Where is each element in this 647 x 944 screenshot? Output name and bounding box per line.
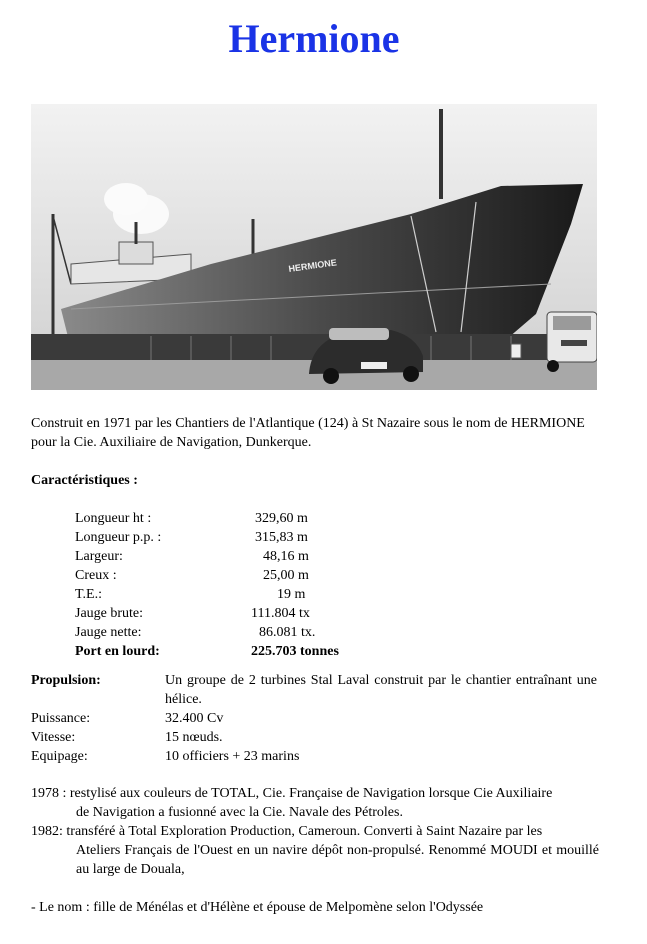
spec-value: 111.804 tx xyxy=(251,606,310,621)
spec-row xyxy=(75,547,365,566)
ship-photo xyxy=(31,104,597,390)
detail-value: 10 officiers + 23 marins xyxy=(165,749,300,764)
spec-value: 25,00 m xyxy=(263,568,309,583)
history-continuation: Ateliers Français de l'Ouest en un navire dépôt non-propulsé. Renommé MOUDI et mouillé au large de Douala, xyxy=(76,843,599,877)
detail-row xyxy=(31,747,601,766)
detail-value: 15 nœuds. xyxy=(165,730,223,745)
spec-row xyxy=(75,528,365,547)
characteristics-heading: Caractéristiques : xyxy=(31,473,138,488)
spec-label: Jauge brute: xyxy=(75,606,144,621)
detail-label: Vitesse: xyxy=(31,730,76,745)
detail-row xyxy=(31,728,601,747)
spec-value: 225.703 tonnes xyxy=(251,644,339,659)
spec-label: Longueur ht : xyxy=(75,511,152,526)
spec-label: Creux : xyxy=(75,568,117,583)
detail-value: 32.400 Cv xyxy=(165,711,224,726)
detail-label: Puissance: xyxy=(31,711,91,726)
page-title: Hermione xyxy=(228,16,400,61)
history-continuation: de Navigation a fusionné avec la Cie. Navale des Pétroles. xyxy=(76,805,403,820)
propulsion-label: Propulsion: xyxy=(31,673,101,688)
propulsion-value: Un groupe de 2 turbines Stal Laval construit par le chantier entraînant une hélice. xyxy=(165,673,597,707)
history-entry xyxy=(31,822,599,879)
spec-value: 19 m xyxy=(277,587,306,602)
spec-value: 329,60 m xyxy=(255,511,308,526)
spec-row xyxy=(75,604,365,623)
spec-row xyxy=(75,623,365,642)
spec-label: Port en lourd: xyxy=(75,644,160,659)
spec-label: Longueur p.p. : xyxy=(75,530,162,545)
characteristics-table xyxy=(75,509,365,661)
spec-row xyxy=(75,509,365,528)
spec-label: Largeur: xyxy=(75,549,123,564)
name-note: - Le nom : fille de Ménélas et d'Hélène et épouse de Melpomène selon l'Odyssée xyxy=(31,900,484,915)
spec-label: T.E.: xyxy=(75,587,102,602)
spec-row xyxy=(75,585,365,604)
hull-name-text: HERMIONE xyxy=(287,257,338,274)
propulsion-row xyxy=(31,671,601,711)
history-entry xyxy=(31,784,599,822)
spec-value: 48,16 m xyxy=(263,549,309,564)
history-first-line: 1978 : restylisé aux couleurs de TOTAL, Cie. Française de Navigation lorsque Cie Auxiliaire xyxy=(31,786,553,801)
detail-label: Equipage: xyxy=(31,749,88,764)
spec-row xyxy=(75,642,365,661)
intro-paragraph: Construit en 1971 par les Chantiers de l'Atlantique (124) à St Nazaire sous le nom de HERMIONE pour la Cie. Auxiliaire de Navigation, Dunkerque. xyxy=(31,416,585,450)
history-first-line: 1982: transféré à Total Exploration Production, Cameroun. Converti à Saint Nazaire par les xyxy=(31,824,543,839)
spec-value: 315,83 m xyxy=(255,530,308,545)
spec-value: 86.081 tx. xyxy=(259,625,316,640)
detail-row xyxy=(31,709,601,728)
spec-row xyxy=(75,566,365,585)
spec-label: Jauge nette: xyxy=(75,625,142,640)
